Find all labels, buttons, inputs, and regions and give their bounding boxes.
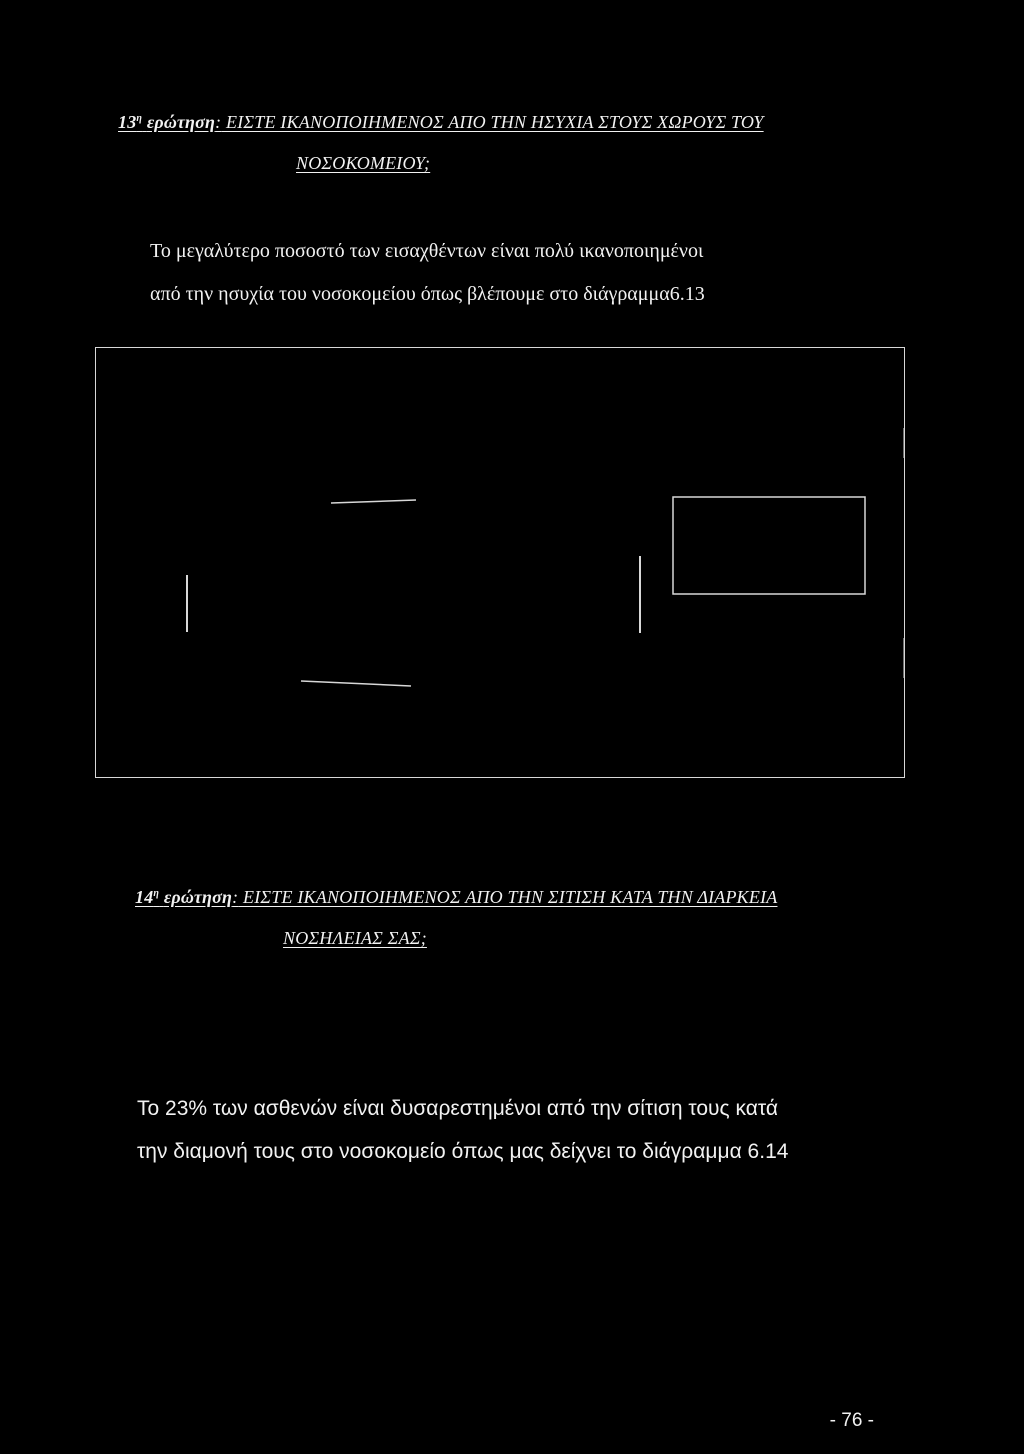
q14-title-line1: ΕΙΣΤΕ ΙΚΑΝΟΠΟΙΗΜΕΝΟΣ ΑΠΟ ΤΗΝ ΣΙΤΙΣΗ ΚΑΤΑ ΤΗΝ ΔΙΑΡΚΕΙΑ [243,887,778,907]
q13-paragraph-line2: από την ησυχία του νοσοκομείου όπως βλέπουμε στο διάγραμμα6.13 [150,283,705,305]
chart-arc-top [331,500,416,503]
q13-label: ερώτηση [146,112,216,132]
page-number: - 76 - [829,1410,874,1431]
q14-heading [135,883,777,908]
q13-separator: : [215,112,222,132]
q14-title-line2: ΝΟΣΗΛΕΙΑΣ ΣΑΣ; [283,928,427,948]
chart-6-13-graphic [96,348,906,779]
q13-title-line2: ΝΟΣΟΚΟΜΕΙΟΥ; [296,153,431,173]
q13-heading [118,108,764,133]
chart-legend-box [673,497,865,594]
q13-title-line1: ΕΙΣΤΕ ΙΚΑΝΟΠΟΙΗΜΕΝΟΣ ΑΠΟ ΤΗΝ ΗΣΥΧΙΑ ΣΤΟΥΣ ΧΩΡΟΥΣ ΤΟΥ [226,112,764,132]
chart-6-13-frame [95,347,905,778]
q14-separator: : [232,887,239,907]
q14-label: ερώτηση [163,887,233,907]
q14-paragraph-line2: την διαμονή τους στο νοσοκομείο όπως μας δείχνει το διάγραμμα 6.14 [137,1140,789,1163]
q14-number: $14^\eta$ [135,887,160,907]
q13-number: $13^\eta$ [118,112,143,132]
chart-arc-bottom [301,681,411,686]
q13-paragraph-line1: Το μεγαλύτερο ποσοστό των εισαχθέντων είναι πολύ ικανοποιημένοι [150,240,704,262]
q14-paragraph-line1: Το 23% των ασθενών είναι δυσαρεστημένοι από την σίτιση τους κατά [137,1097,778,1120]
